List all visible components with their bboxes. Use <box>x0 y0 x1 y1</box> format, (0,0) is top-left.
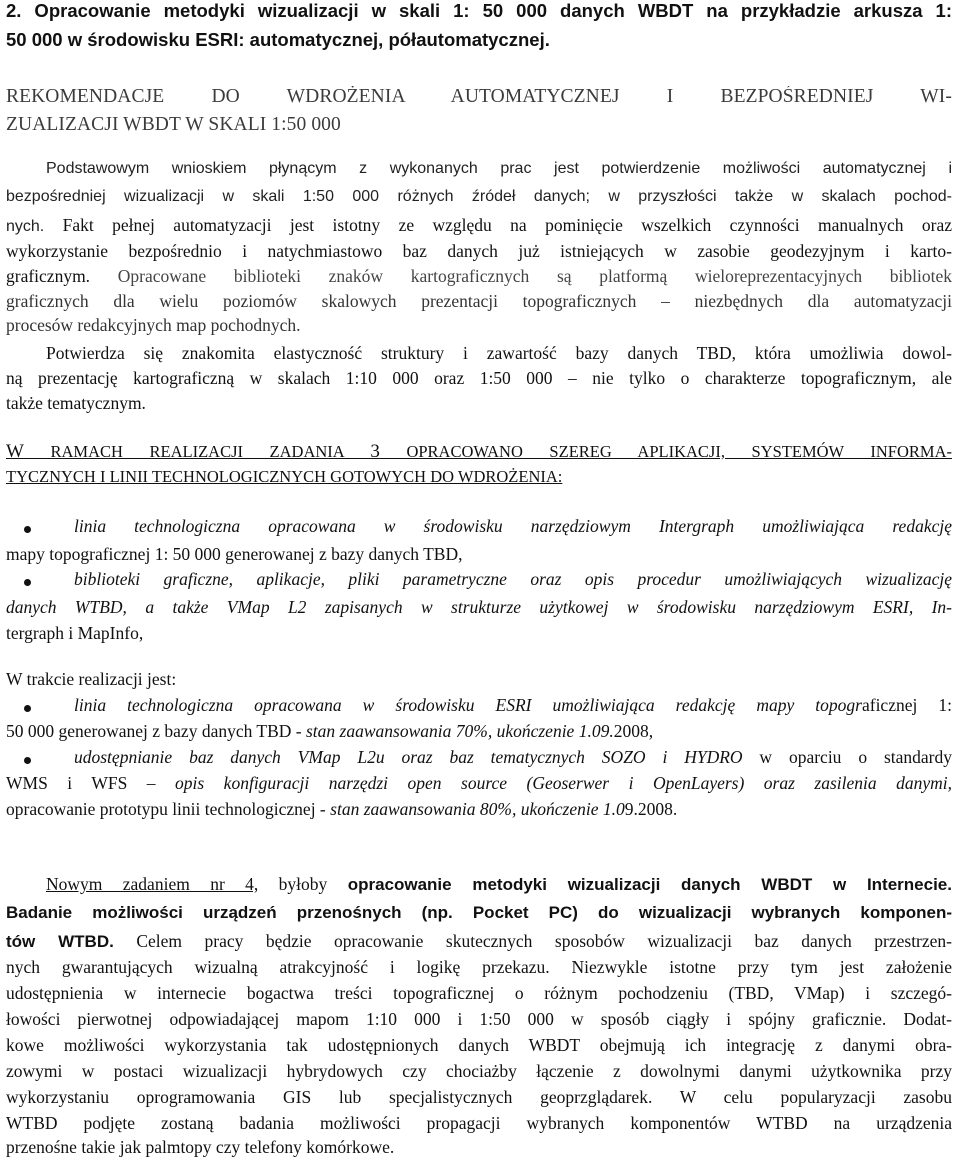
paragraph-2-line-3: także tematycznym. <box>6 393 146 413</box>
progress-bullet-2-status: stan zaawansowania 80%, ukończenie 1.0 <box>330 799 625 819</box>
applications-heading-line-1 <box>6 441 952 463</box>
progress-bullet-2-line-3 <box>6 799 952 820</box>
new-task-title: opracowanie metodyki wizualizacji danych WBDT w Internecie. <box>347 875 952 894</box>
new-task-label: Nowym zadaniem nr 4, <box>46 874 259 894</box>
paragraph-1-line-5a: graficznym. <box>6 266 91 286</box>
paragraph-1-line-4: wykorzystanie bezpośrednio i natychmiastowo baz danych już istniejących w zasobie geodezyjnym i karto- <box>6 241 952 261</box>
progress-bullet-2-line-2a: WMS i WFS – <box>6 773 176 793</box>
progress-bullet-2-italic: udostępnianie baz danych VMap L2u oraz baz tematycznych SOZO i HYDRO <box>74 747 743 767</box>
applications-heading-line-2: TYCZNYCH I LINII TECHNOLOGICZNYCH GOTOWYCH DO WDROŻENIA: <box>6 467 563 486</box>
paragraph-1-line-1: Podstawowym wnioskiem płynącym z wykonanych prac jest potwierdzenie możliwości automatycznej i <box>46 160 952 177</box>
new-task-line-6: łowości pierwotnej odpowiadającej mapom 1:10 000 i 1:50 000 w sposób ciągły i spójny graficznie. Dodat- <box>6 1009 952 1029</box>
progress-bullet-1-line-1 <box>74 695 952 716</box>
paragraph-1-line-3 <box>6 215 952 236</box>
progress-bullet-1-status: stan zaawansowania 70%, ukończenie 1.09. <box>306 721 614 741</box>
progress-bullet-1-line-2a: 50 000 generowanej z bazy danych TBD - <box>6 721 306 741</box>
new-task-line-7: kowe możliwości wykorzystania tak udostępnionych danych WBDT obejmują ich integrację z danymi obra- <box>6 1035 952 1055</box>
paragraph-1-line-5 <box>6 266 952 287</box>
paragraph-1-line-7: procesów redakcyjnych map pochodnych. <box>6 315 301 335</box>
new-task-line-1 <box>46 874 952 895</box>
heading-part-a: RAMACH REALIZACJI ZADANIA <box>23 442 371 461</box>
new-task-line-10: WTBD podjęte zostaną badania możliwości propagacji wybranych komponentów WTBD na urządzenia <box>6 1113 952 1133</box>
progress-bullet-2-line-2 <box>6 773 952 794</box>
bullet-icon <box>24 579 31 586</box>
new-task-line-2: Badanie możliwości urządzeń przenośnych (np. Pocket PC) do wizualizacji wybranych komponen- <box>6 903 952 922</box>
progress-bullet-2-line-3b: 9.2008. <box>624 799 678 819</box>
new-task-line-3 <box>6 931 952 952</box>
progress-bullet-2-rest: w oparciu o standardy <box>742 747 952 767</box>
bullet-2-line-1: biblioteki graficzne, aplikacje, pliki parametryczne oraz opis procedur umożliwiających wizualizację <box>74 569 952 589</box>
new-task-connector: byłoby <box>258 874 348 894</box>
new-task-line-3-bold: tów WTBD. <box>6 932 114 951</box>
bullet-icon <box>24 705 31 712</box>
bullet-1-line-2: mapy topograficznej 1: 50 000 generowanej z bazy danych TBD, <box>6 544 463 564</box>
paragraph-1-line-5b: Opracowane biblioteki znaków kartograficznych są platformą wieloreprezentacyjnych bibliotek <box>90 266 952 286</box>
paragraph-1-line-6: graficznych dla wielu poziomów skalowych prezentacji topograficznych – niezbędnych dla automatyzacji <box>6 291 952 311</box>
new-task-line-4: nych gwarantujących wizualną atrakcyjność i logikę przekazu. Niezwykle istotne przy tym jest założenie <box>6 957 952 977</box>
bullet-2-line-2: danych WTBD, a także VMap L2 zapisanych w strukturze użytkowej w środowisku narzędziowym ESRI, In- <box>6 597 952 617</box>
bullet-2-line-3: tergraph i MapInfo, <box>6 623 144 643</box>
bullet-1-line-1: linia technologiczna opracowana w środowisku narzędziowym Intergraph umożliwiająca redakcję <box>74 516 952 536</box>
progress-bullet-1-line-2b: 2008, <box>613 721 654 741</box>
in-progress-intro: W trakcie realizacji jest: <box>6 669 177 689</box>
paragraph-2-line-2: ną prezentację kartograficzną w skalach 1:10 000 oraz 1:50 000 – nie tylko o charakterze topograficznym, ale <box>6 368 952 388</box>
heading-number-3: 3 <box>370 441 380 462</box>
recommendations-heading-line-1: REKOMENDACJE DO WDROŻENIA AUTOMATYCZNEJ I BEZPOŚREDNIEJ WI- <box>6 86 952 107</box>
new-task-line-9: wykorzystaniu oprogramowania GIS lub specjalistycznych geoprzglądarek. W celu popularyzacji zasobu <box>6 1087 952 1107</box>
progress-bullet-1-rest: aficznej 1: <box>861 695 952 715</box>
heading-initial-w: W <box>6 441 24 462</box>
paragraph-1-line-3b: Fakt pełnej automatyzacji jest istotny ze względu na pominięcie wszelkich czynności manualnych oraz <box>44 215 952 235</box>
new-task-line-3-rest: Celem pracy będzie opracowanie skutecznych sposobów wizualizacji baz danych przestrzen- <box>113 931 952 951</box>
paragraph-2-line-1: Potwierdza się znakomita elastyczność struktury i zawartość bazy danych TBD, która umożliwia dowol- <box>46 343 952 363</box>
new-task-line-8: zowymi w postaci wizualizacji hybrydowych czy chociażby łączenie z dowolnymi danymi użytkownika przy <box>6 1061 952 1081</box>
new-task-line-5: udostępnienia w internecie bogactwa treści topograficznej o różnym pochodzeniu (TBD, VMap) i szczegó- <box>6 983 952 1003</box>
bullet-icon <box>24 526 31 533</box>
progress-bullet-1-italic: linia technologiczna opracowana w środowisku ESRI umożliwiająca redakcję mapy topogr <box>74 695 862 715</box>
progress-bullet-1-line-2 <box>6 721 952 742</box>
new-task-line-11: przenośne takie jak palmtopy czy telefony komórkowe. <box>6 1137 395 1157</box>
paragraph-1-line-2: bezpośredniej wizualizacji w skali 1:50 000 różnych źródeł danych; w przyszłości także w skalach pochod- <box>6 188 952 205</box>
bullet-icon <box>24 757 31 764</box>
section-title-line-1: 2. Opracowanie metodyki wizualizacji w skali 1: 50 000 danych WBDT na przykładzie arkusza 1: <box>6 0 952 21</box>
section-title-line-2: 50 000 w środowisku ESRI: automatycznej, półautomatycznej. <box>6 29 550 50</box>
recommendations-heading-line-2: ZUALIZACJI WBDT W SKALI 1:50 000 <box>6 114 341 135</box>
paragraph-1-line-3a: nych. <box>6 218 45 235</box>
progress-bullet-2-line-2-italic: opis konfiguracji narzędzi open source (Geoserwer i OpenLayers) oraz zasilenia danymi, <box>175 773 952 793</box>
progress-bullet-2-line-1 <box>74 747 952 768</box>
progress-bullet-2-line-3a: opracowanie prototypu linii technologicznej - <box>6 799 331 819</box>
heading-part-b: OPRACOWANO SZEREG APLIKACJI, SYSTEMÓW INFORMA- <box>379 442 952 461</box>
